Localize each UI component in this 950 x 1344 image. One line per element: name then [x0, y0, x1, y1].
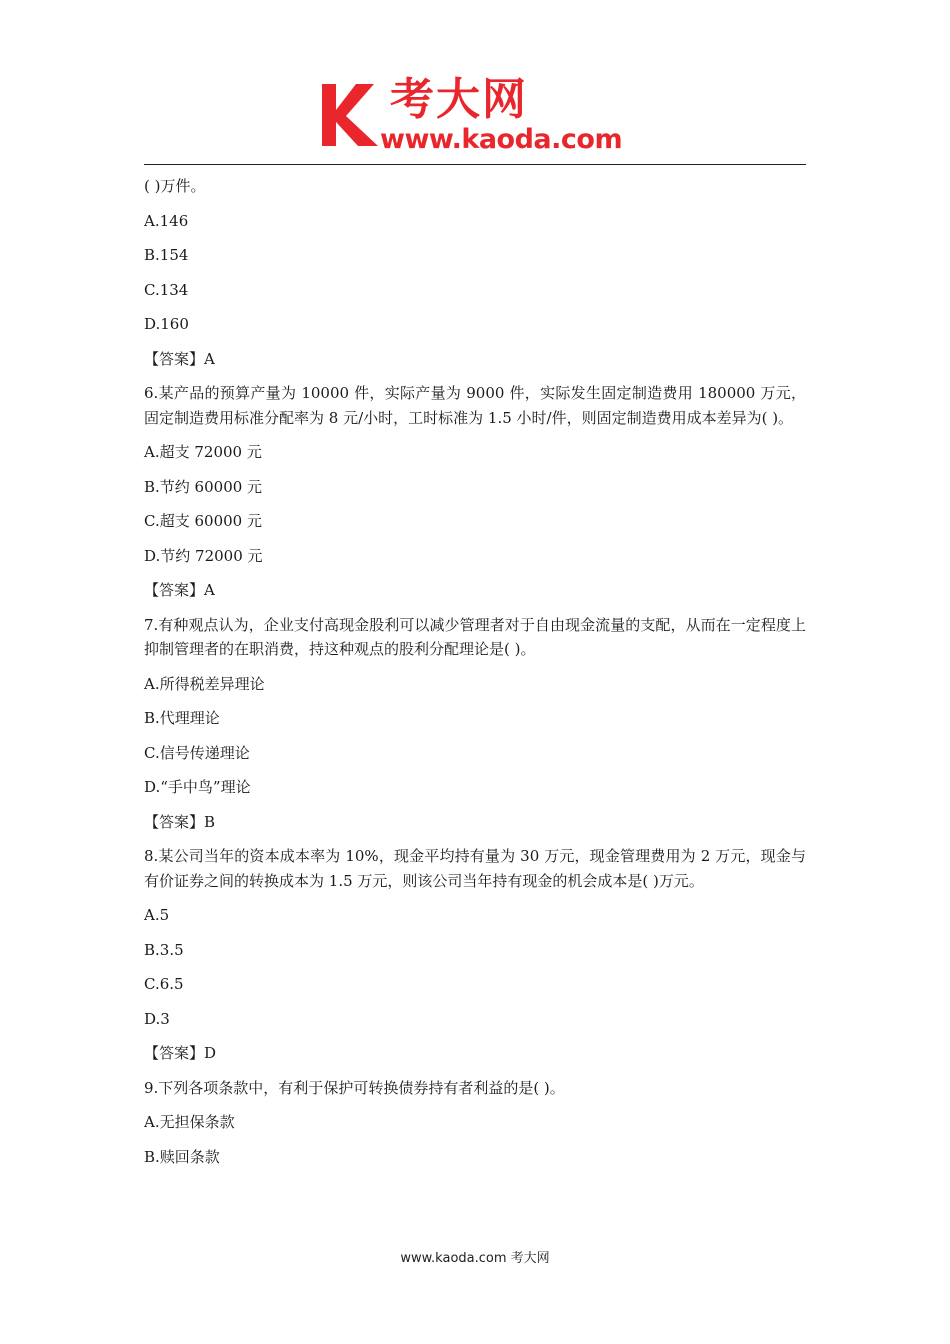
answer-line: 【答案】A [144, 581, 215, 599]
option-line: D.160 [144, 315, 189, 333]
option-line: B.代理理论 [144, 709, 220, 727]
option-line: A.所得税差异理论 [144, 674, 265, 693]
logo-brand-url: www.kaoda.com [380, 124, 623, 155]
option-line: C.超支 60000 元 [144, 512, 262, 530]
option-line: B.赎回条款 [144, 1147, 220, 1166]
option-line: D.节约 72000 元 [144, 546, 263, 565]
option-line: A.超支 72000 元 [144, 443, 262, 461]
option-line: D.“手中鸟”理论 [144, 778, 251, 796]
option-line: B.节约 60000 元 [144, 477, 263, 496]
option-line: A.无担保条款 [144, 1113, 235, 1131]
header-divider [144, 164, 806, 165]
option-line: A.5 [144, 906, 170, 924]
option-line: B.154 [144, 246, 189, 264]
question-text: 8.某公司当年的资本成本率为 10%，现金平均持有量为 30 万元，现金管理费用为 2 万元，现金与有价证券之间的转换成本为 1.5 万元，则该公司当年持有现金的机会成本是( )万元。 [144, 847, 806, 890]
question-text: 9.下列各项条款中，有利于保护可转换债券持有者利益的是( )。 [144, 1078, 565, 1097]
option-line: C.6.5 [144, 975, 184, 993]
k-logo-icon [318, 82, 386, 148]
logo-brand-name: 考大网 [390, 74, 528, 125]
answer-line: 【答案】D [144, 1044, 217, 1062]
option-line: C.信号传递理论 [144, 743, 250, 762]
document-body [144, 174, 806, 1169]
option-line: D.3 [144, 1009, 170, 1028]
question-text: 6.某产品的预算产量为 10000 件，实际产量为 9000 件，实际发生固定制造费用 180000 万元，固定制造费用标准分配率为 8 元/小时，工时标准为 1.5 小时/件，则固定制造费用成本差异为( )。 [144, 384, 806, 427]
text-line: ( )万件。 [144, 177, 206, 195]
option-line: B.3.5 [144, 940, 184, 959]
kaoda-logo [318, 74, 638, 160]
option-line: C.134 [144, 280, 189, 299]
option-line: A.146 [144, 211, 189, 230]
answer-line: 【答案】A [144, 349, 215, 368]
question-text: 7.有种观点认为，企业支付高现金股利可以减少管理者对于自由现金流量的支配，从而在一定程度上抑制管理者的在职消费，持这种观点的股利分配理论是( )。 [144, 615, 806, 658]
answer-line: 【答案】B [144, 812, 216, 831]
page-footer: www.kaoda.com 考大网 [400, 1251, 550, 1266]
